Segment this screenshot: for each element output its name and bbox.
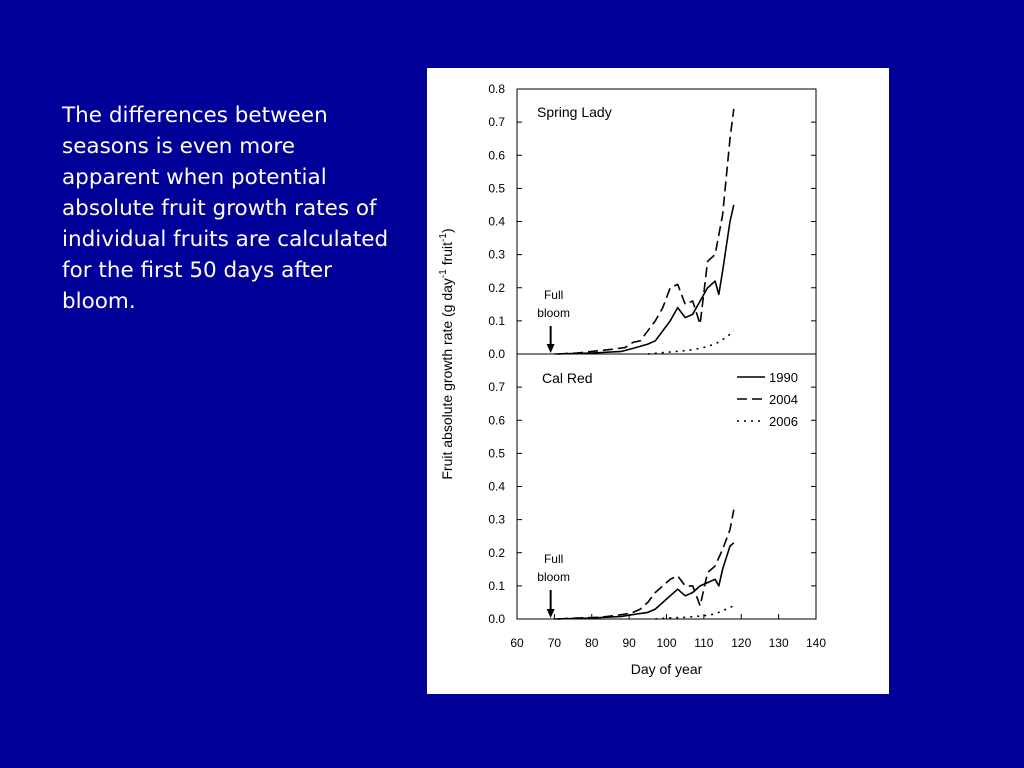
annotation-arrow-head: [547, 344, 555, 353]
x-axis-label: Day of year: [630, 661, 703, 677]
y-axis-label-part: Fruit absolute growth rate (g day: [439, 278, 455, 480]
y-tick-label: 0.2: [488, 545, 505, 560]
y-tick-label: 0.3: [488, 512, 505, 527]
series-line-2006: [655, 606, 734, 619]
series-line-1990: [554, 543, 733, 619]
y-axis-label-superscript: -1: [438, 233, 449, 242]
y-tick-label: 0.5: [488, 181, 505, 196]
y-tick-label: 0.1: [488, 578, 505, 593]
x-tick-label: 70: [547, 636, 562, 650]
x-tick-label: 80: [585, 636, 599, 650]
series-line-2004: [558, 109, 734, 354]
y-axis-label-part: fruit: [439, 241, 455, 270]
y-tick-label: 0.4: [488, 479, 505, 494]
x-tick-label: 100: [656, 636, 677, 650]
x-tick-label: 120: [731, 636, 752, 650]
x-tick-label: 110: [694, 636, 714, 650]
y-axis-label: [438, 228, 455, 479]
y-axis-label-superscript: -1: [438, 269, 449, 279]
x-tick-label: 140: [805, 636, 827, 650]
y-tick-label: 0.6: [488, 148, 505, 163]
y-tick-label: 0.8: [488, 82, 505, 96]
y-tick-label: 0.7: [488, 115, 505, 130]
y-tick-label: 0.4: [488, 214, 505, 229]
y-tick-label: 0.3: [488, 247, 505, 262]
slide-body-text: The differences between seasons is even more apparent when potential absolute fruit growth rates of individual fruits are calculated for the first 50 days after bloom.: [62, 103, 389, 314]
legend-label-1990: 1990: [769, 370, 798, 385]
y-axis-label-part: ): [439, 228, 455, 234]
x-tick-label: 90: [622, 636, 636, 650]
y-tick-label: 0.1: [488, 313, 505, 328]
y-tick-label: 0.5: [488, 446, 505, 461]
y-tick-label: 0.0: [488, 347, 505, 361]
annotation-label: Full: [543, 288, 564, 302]
series-line-2004: [558, 510, 734, 619]
annotation-label: Full: [543, 552, 564, 566]
legend-label-2006: 2006: [769, 414, 798, 429]
legend-label-2004: 2004: [769, 392, 798, 407]
annotation-label: bloom: [537, 570, 570, 584]
y-tick-label: 0.2: [488, 280, 505, 295]
y-tick-label: 0.6: [488, 413, 505, 428]
figure-panel: [427, 68, 889, 694]
annotation-arrow-head: [547, 609, 555, 618]
series-line-1990: [554, 205, 733, 354]
y-tick-label: 0.0: [488, 612, 505, 626]
x-tick-label: 130: [768, 636, 789, 650]
panel-title: Cal Red: [542, 370, 593, 386]
y-tick-label: 0.7: [488, 380, 505, 395]
panel-title: Spring Lady: [537, 104, 612, 120]
x-tick-label: 60: [510, 636, 524, 650]
annotation-label: bloom: [537, 306, 570, 320]
growth-rate-chart: [427, 68, 889, 694]
